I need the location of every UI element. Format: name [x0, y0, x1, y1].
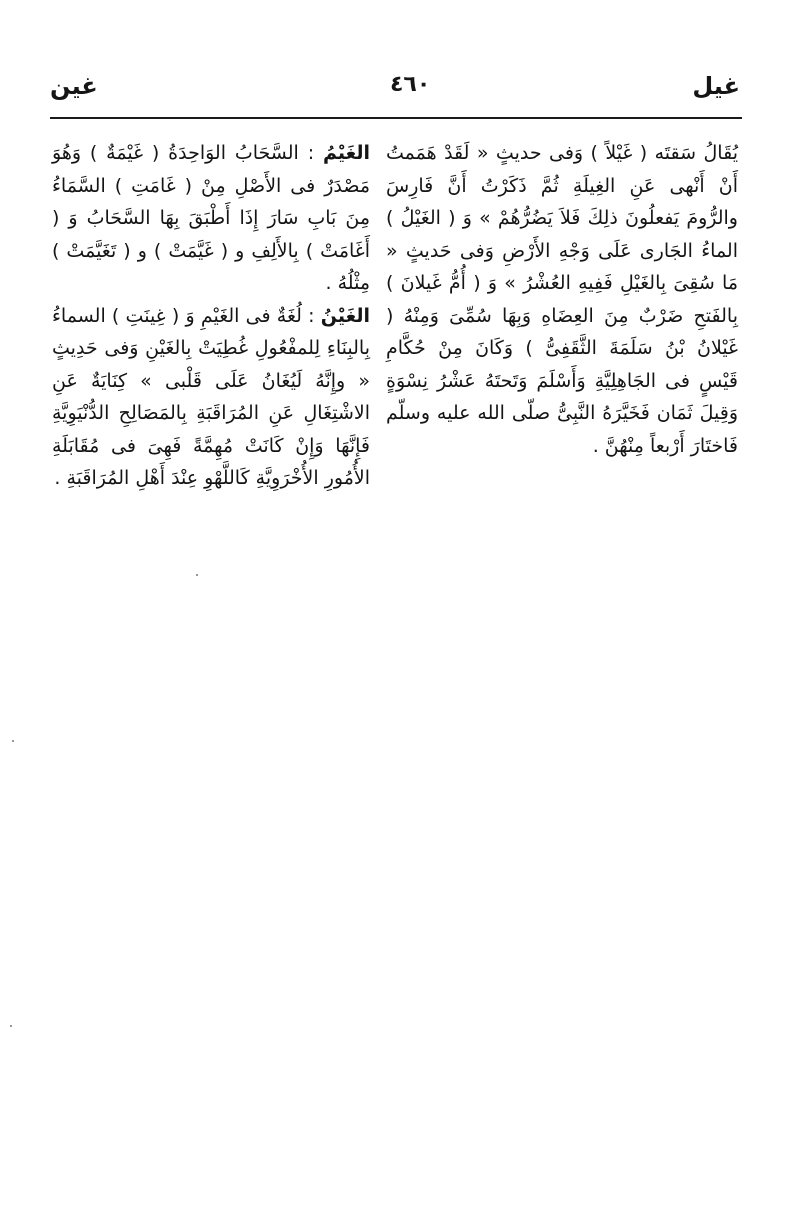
- scan-speck: [10, 1025, 12, 1027]
- page-number: ٤٦٠: [390, 72, 431, 97]
- page-header: [50, 72, 740, 108]
- entry-ghaym: [52, 137, 370, 300]
- entry-term: الغَيْمُ: [322, 142, 370, 164]
- scan-speck: [12, 740, 14, 742]
- entry-body: : السَّحَابُ الوَاحِدَةُ ( غَيْمَةٌ ) وَهُوَ مَصْدَرٌ فى الأَصْلِ مِنْ ( غَامَتِ ) السَّمَاءُ مِنَ بَابِ سَارَ إِذَا أَطْبَقَ بِهَا السَّحَابُ وَ ( أَغَامَتْ ) بِالأَلِفِ و ( غَيَّمَتْ ) و ( تَغَيَّمَتْ ) مِثْلُهُ .: [52, 142, 370, 294]
- header-left-word: غين: [50, 72, 98, 100]
- header-right-word: غيل: [692, 72, 740, 100]
- right-column: [386, 137, 738, 462]
- scan-speck: [196, 574, 198, 576]
- entry-ghayn: [52, 300, 370, 495]
- header-rule: [50, 117, 742, 119]
- entry-body: : لُغَةٌ فى الغَيْمِ وَ ( غِينَتِ ) السماءُ بِالبِنَاءِ لِلمفْعُولِ غُطِيَتْ بِالغَيْنِ وَفى حَدِيثٍ « وإِنَّهُ لَيُغَانُ عَلَى قَلْبى » كِنَايَةٌ عَنِ الاشْتِغَالِ عَنِ المُرَاقَبَةِ بِالمَصَالِحِ الدُّنْيَوِيَّةِ فَإِنَّهَا وَإِنْ كَانَتْ مُهِمَّةً فَهِىَ فى مُقَابَلَةِ الأُمُورِ الأُخْرَوِيَّةِ كَاللَّهْوِ عِنْدَ أَهْلِ المُرَاقَبَةِ .: [52, 304, 370, 489]
- left-column: [52, 137, 370, 495]
- right-column-text: يُقَالُ سَقتَه ( غَيْلاً ) وَفى حديثٍ « لَقَدْ هَمَمتُ أَنْ أَنْهى عَنِ الغِيلَةِ ثُمَّ ذَكَرْتُ أَنَّ فَارِسَ والرُّومَ يَفعلُونَ ذلِكَ فَلاَ يَضُرُّهُمْ » وَ ( الغَيْلُ ) الماءُ الجَارى عَلَى وَجْهِ الأَرْضِ وَفى حَديثٍ « مَا سُقِىَ بِالغَيْلِ فَفِيهِ العُشْرُ » وَ ( أُمُّ غَيلانَ ) بِالفَتحِ ضَرْبٌ مِنَ العِضَاهِ وَبِهَا سُمِّىَ وَمِنْهُ ( غَيْلانُ بْنُ سَلَمَةَ الثَّقَفِىُّ ) وَكَانَ مِنْ حُكَّامِ قَيْسٍ فى الجَاهِلِيَّةِ وَأَسْلَمَ وَتَحتَهُ عَشْرُ نِسْوَةٍ وَقِيلَ ثَمَان فَخَيَّرَهُ النَّبِىُّ صلّى الله عليه وسلّم فَاختَارَ أَرْبعاً مِنْهُنَّ .: [386, 142, 738, 457]
- entry-term: الغَيْنُ: [320, 304, 370, 327]
